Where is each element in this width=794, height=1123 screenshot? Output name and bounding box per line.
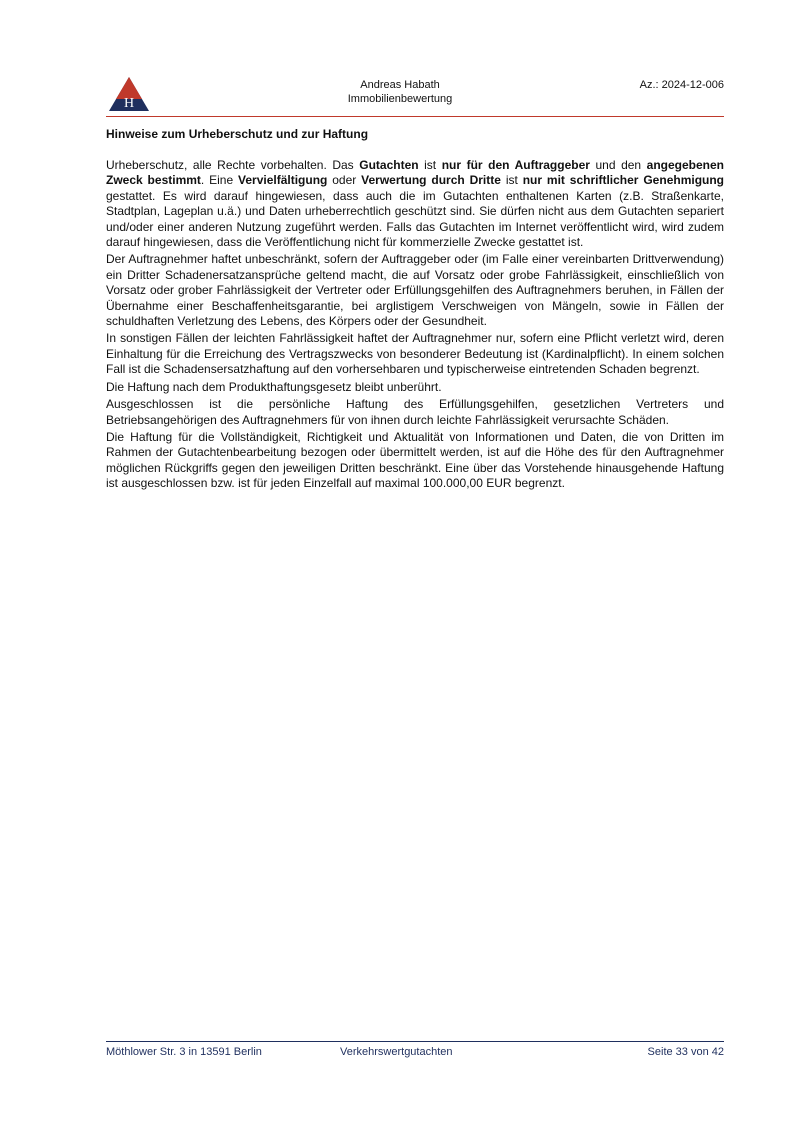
- header-divider: [106, 116, 724, 117]
- header-center: [300, 78, 500, 106]
- header-subtitle: Immobilienbewertung: [347, 93, 453, 105]
- section-heading: Hinweise zum Urheberschutz und zur Haftung: [106, 127, 369, 141]
- paragraph-exclusion: Ausgeschlossen ist die persönliche Haftung des Erfüllungsgehilfen, gesetzlichen Vertreters und Betriebsangehörigen des Auftragnehmers für von ihnen durch leichte Fahrlässigkeit verursachte Schäden.: [106, 397, 724, 427]
- paragraph-product-liability: Die Haftung nach dem Produkthaftungsgesetz bleibt unberührt.: [106, 379, 442, 394]
- footer-divider: [106, 1041, 724, 1042]
- document-body: [106, 158, 724, 492]
- paragraph-unlimited-liability: Der Auftragnehmer haftet unbeschränkt, sofern der Auftraggeber oder (im Falle einer vereinbarten Drittverwendung) ein Dritter Schadenersatzansprüche geltend macht, die auf Vorsatz oder grobe Fahrlässigkeit, einschließlich von Vorsatz oder grober Fahrlässigkeit der Vertreter oder Erfüllungsgehilfen des Auftragnehmers beruhen, in Fällen der Übernahme einer Beschaffenheitsgarantie, bei arglistigem Verschweigen von Mängeln, sowie in Fällen der schuldhaften Verletzung des Lebens, des Körpers oder der Gesundheit.: [106, 252, 724, 329]
- footer-doc-type: Verkehrswertgutachten: [340, 1046, 453, 1058]
- logo-letter: H: [123, 96, 135, 111]
- reference-number: Az.: 2024-12-006: [639, 79, 724, 91]
- header-name: Andreas Habath: [360, 79, 440, 91]
- paragraph-copyright: Urheberschutz, alle Rechte vorbehalten. Das Gutachten ist nur für den Auftraggeber und den angegebenen Zweck bestimmt. Eine Vervielfältigung oder Verwertung durch Dritte ist nur mit schriftlicher Genehmigung gestattet. Es wird darauf hingewiesen, dass auch die im Gutachten enthaltenen Karten (z.B. Straßenkarte, Stadtplan, Lageplan u.ä.) und Daten urheberrechtlich geschützt sind. Sie dürfen nicht aus dem Gutachten separiert und/oder einer anderen Nutzung zugeführt werden. Falls das Gutachten im Internet veröffentlicht wird, wird zudem darauf hingewiesen, dass die Veröffentlichung nicht für kommerzielle Zwecke gestattet ist.: [106, 158, 725, 250]
- paragraph-third-party-data: Die Haftung für die Vollständigkeit, Richtigkeit und Aktualität von Informationen und Daten, die von Dritten im Rahmen der Gutachtenbearbeitung bezogen oder übermittelt werden, ist auf die Höhe des für den Auftragnehmer möglichen Rückgriffs gegen den jeweiligen Dritten beschränkt. Eine über das Vorstehende hinausgehende Haftung ist ausgeschlossen bzw. ist für jeden Einzelfall auf maximal 100.000,00 EUR begrenzt.: [106, 429, 724, 491]
- company-logo: [108, 76, 150, 112]
- paragraph-slight-negligence: In sonstigen Fällen der leichten Fahrlässigkeit haftet der Auftragnehmer nur, sofern eine Pflicht verletzt wird, deren Einhaltung für die Erreichung des Vertragszwecks von besonderer Bedeutung ist (Kardinalpflicht). In einem solchen Fall ist die Schadensersatzhaftung auf den vorhersehbaren und typischerweise eintretenden Schaden begrenzt.: [106, 331, 724, 377]
- page-number: Seite 33 von 42: [647, 1046, 724, 1058]
- footer-address: Möthlower Str. 3 in 13591 Berlin: [106, 1046, 262, 1058]
